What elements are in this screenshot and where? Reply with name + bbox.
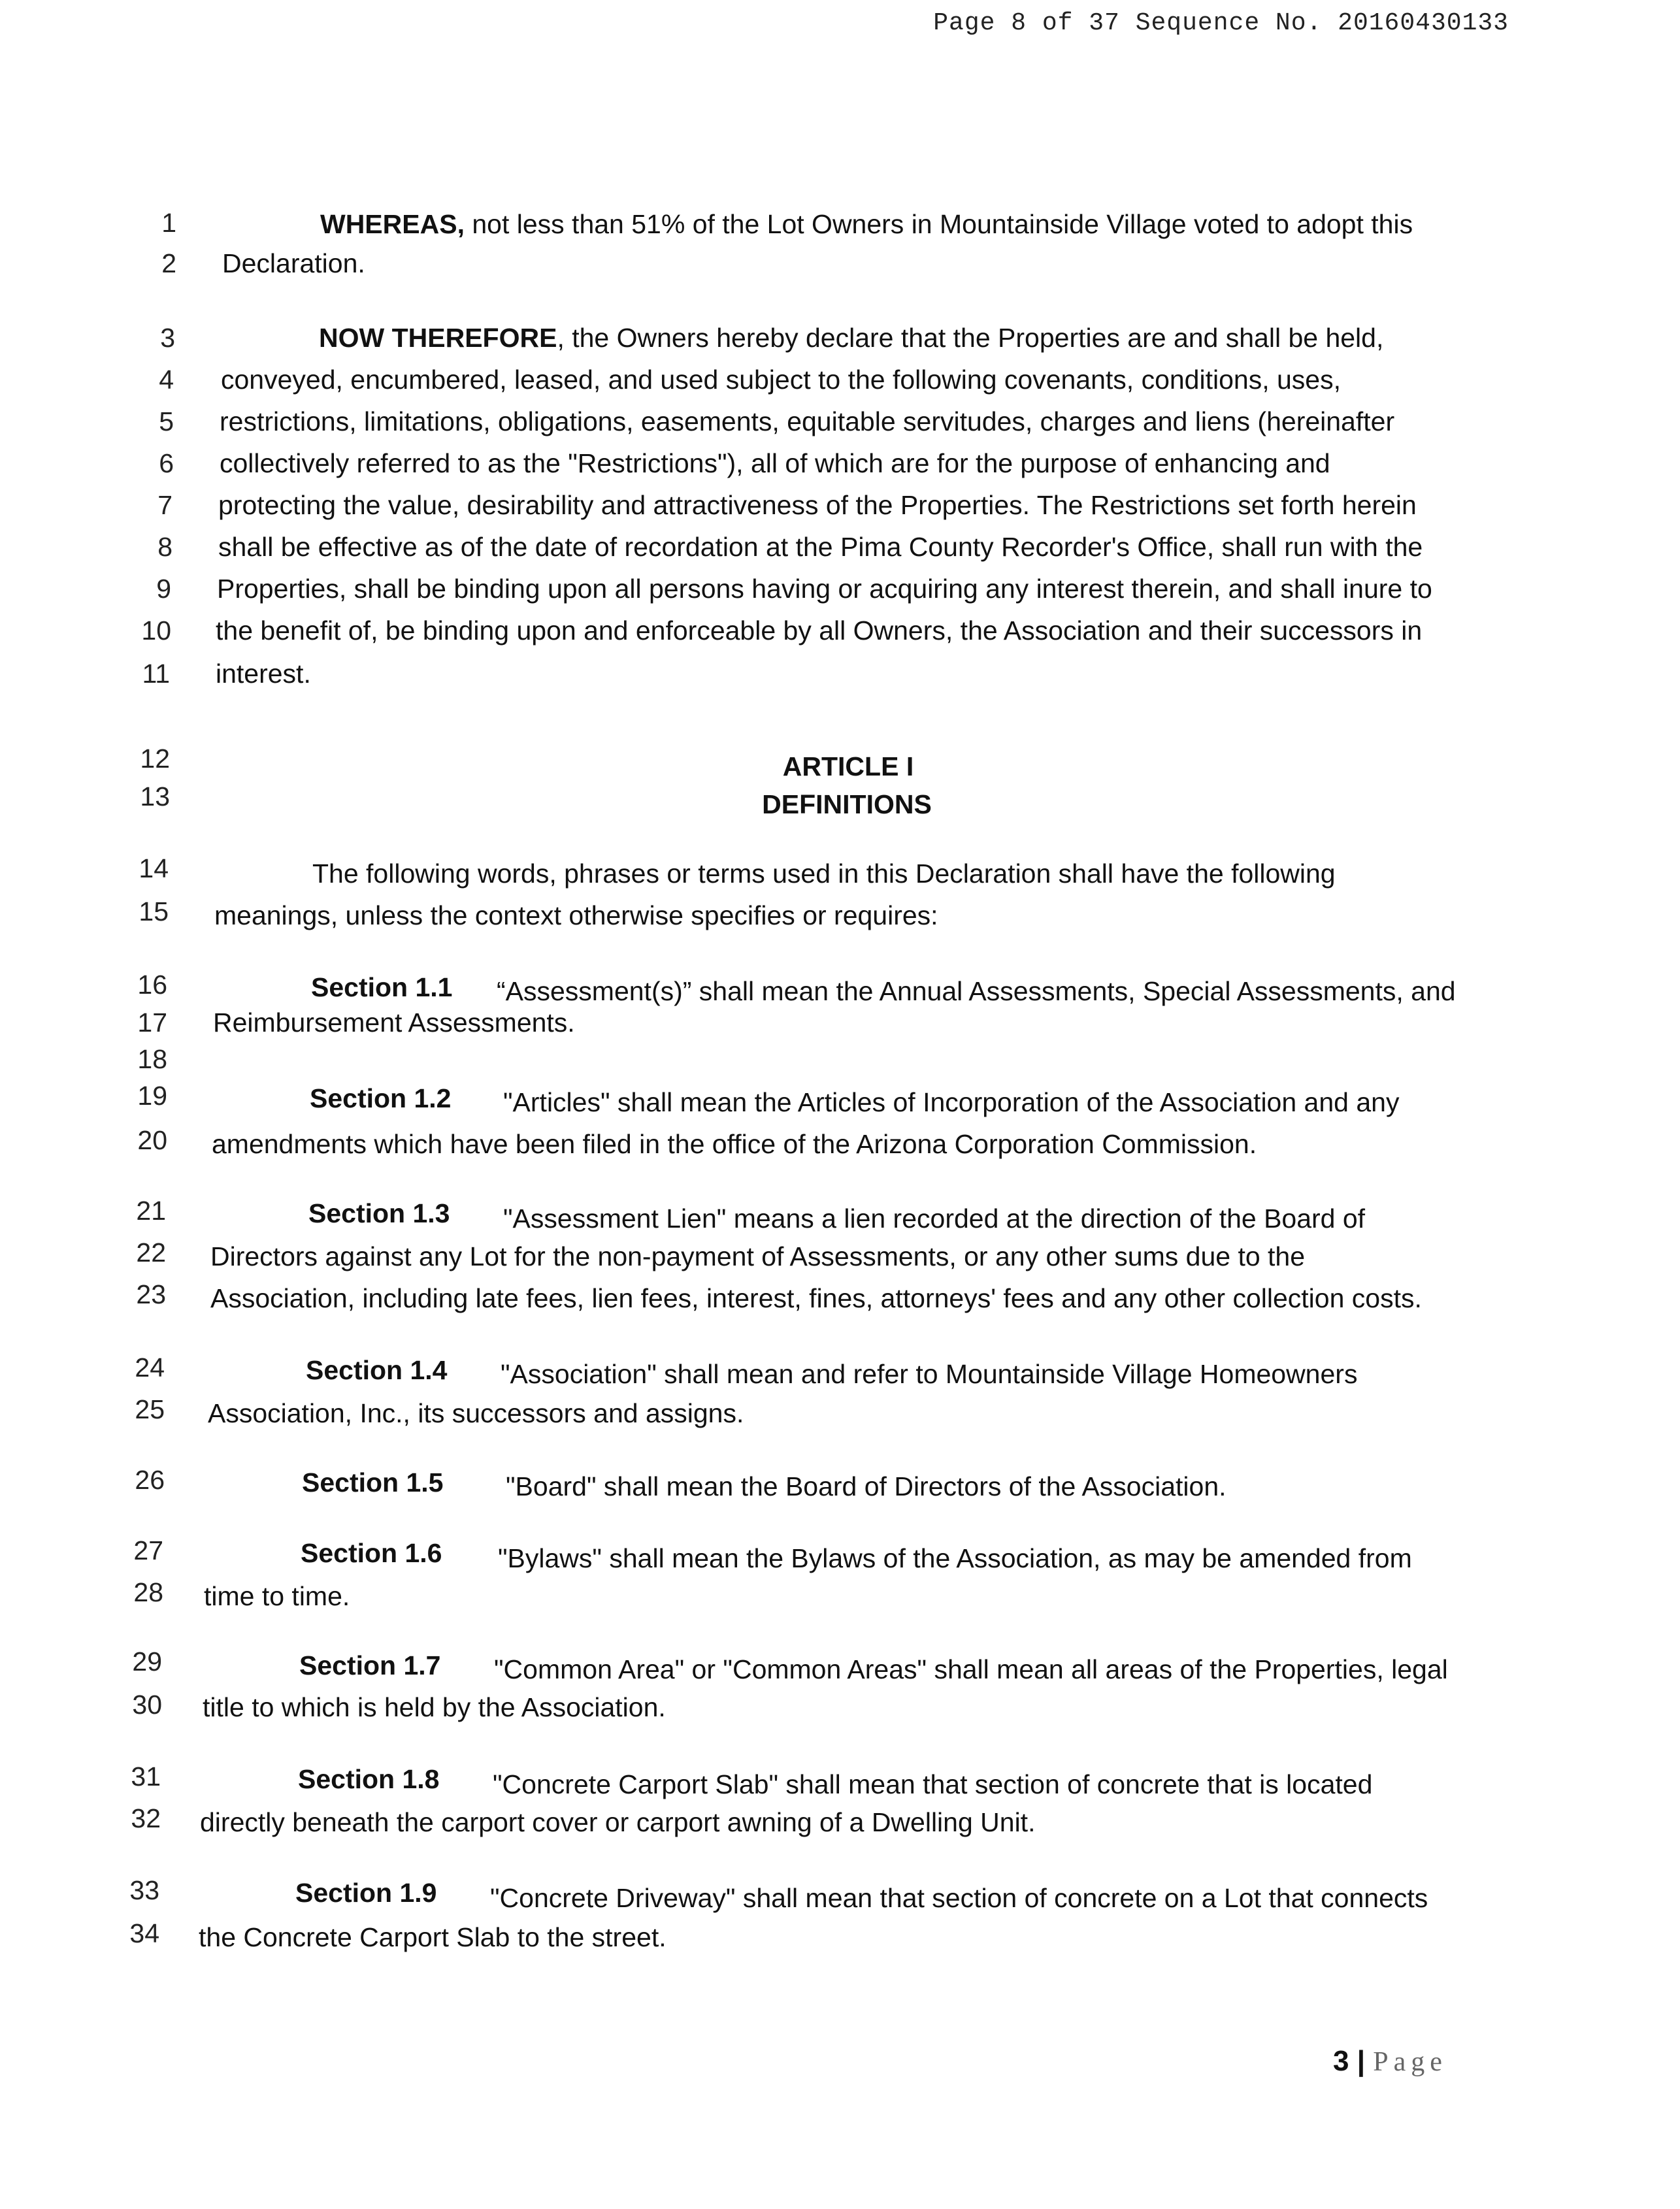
line-text: time to time. [204, 1581, 350, 1611]
page-number: 3 [1333, 2045, 1349, 2077]
document-line [0, 1279, 1680, 1321]
footer-separator: | [1357, 2045, 1366, 2077]
document-line [0, 1125, 1680, 1167]
document-line [0, 970, 1680, 1011]
line-number: 34 [129, 1918, 159, 1948]
document-line [0, 1577, 1680, 1619]
line-number: 29 [132, 1646, 162, 1677]
document-line [0, 781, 1680, 823]
line-text: directly beneath the carport cover or carport awning of a Dwelling Unit. [200, 1807, 1036, 1837]
document-line [0, 448, 1680, 490]
line-text: collectively referred to as the "Restrictions"), all of which are for the purpose of enhancing and [220, 448, 1330, 478]
line-text: "Concrete Carport Slab" shall mean that section of concrete that is located [493, 1769, 1373, 1799]
line-number: 24 [135, 1352, 165, 1383]
line-text: Declaration. [222, 248, 365, 278]
line-number: 28 [133, 1577, 163, 1607]
line-number: 12 [140, 744, 170, 774]
document-line [0, 896, 1680, 938]
line-number: 22 [136, 1237, 166, 1268]
line-text: shall be effective as of the date of recordation at the Pima County Recorder's Office, shall run with the [218, 532, 1423, 562]
line-number: 3 [160, 323, 175, 353]
line-number: 33 [129, 1875, 159, 1905]
line-text: "Common Area" or "Common Areas" shall mean all areas of the Properties, legal [494, 1654, 1448, 1684]
line-number: 27 [133, 1535, 163, 1565]
page-label: Page [1373, 2047, 1447, 2077]
document-line [0, 1044, 1680, 1086]
line-text: Association, including late fees, lien fees, interest, fines, attorneys' fees and any other collection costs. [210, 1283, 1422, 1313]
line-number: 4 [159, 365, 174, 395]
line-number: 20 [137, 1125, 167, 1155]
line-number: 32 [131, 1803, 161, 1833]
line-number: 18 [137, 1044, 167, 1074]
line-number: 10 [141, 615, 171, 646]
line-text: the Concrete Carport Slab to the street. [199, 1922, 667, 1952]
article-title: DEFINITIONS [762, 789, 932, 819]
line-text: not less than 51% of the Lot Owners in Mountainside Village voted to adopt this [464, 209, 1413, 239]
document-line [0, 615, 1680, 657]
line-text: "Bylaws" shall mean the Bylaws of the Association, as may be amended from [498, 1543, 1412, 1573]
line-number: 21 [136, 1196, 166, 1226]
line-number: 9 [156, 574, 171, 604]
document-line [0, 248, 1680, 290]
line-number: 7 [157, 490, 173, 520]
document-line [0, 1646, 1680, 1688]
line-number: 14 [139, 853, 169, 883]
line-text: Reimbursement Assessments. [213, 1007, 575, 1038]
line-number: 5 [159, 406, 174, 436]
line-text: amendments which have been filed in the office of the Arizona Corporation Commission. [212, 1129, 1257, 1159]
line-text: "Assessment Lien" means a lien recorded at the direction of the Board of [503, 1203, 1366, 1234]
section-number: Section 1.4 [306, 1355, 448, 1385]
document-line [0, 1690, 1680, 1731]
line-text: the benefit of, be binding upon and enforceable by all Owners, the Association and their successors in [216, 615, 1423, 646]
document-line [0, 365, 1680, 406]
document-line [0, 1007, 1680, 1049]
line-text: Association, Inc., its successors and assigns. [208, 1398, 744, 1428]
document-line [0, 532, 1680, 574]
line-text: Directors against any Lot for the non-payment of Assessments, or any other sums due to the [210, 1241, 1306, 1271]
line-text: "Association" shall mean and refer to Mountainside Village Homeowners [501, 1359, 1358, 1389]
line-text: The following words, phrases or terms used in this Declaration shall have the following [312, 859, 1336, 889]
line-text: Properties, shall be binding upon all persons having or acquiring any interest therein, and shall inure to [217, 574, 1432, 604]
section-number: Section 1.5 [302, 1467, 444, 1497]
document-line [0, 1918, 1680, 1960]
line-number: 17 [137, 1007, 167, 1038]
page-sequence-header: Page 8 of 37 Sequence No. 20160430133 [933, 9, 1509, 37]
line-text: meanings, unless the context otherwise specifies or requires: [214, 900, 938, 930]
now-therefore-keyword: NOW THEREFORE [319, 323, 557, 353]
document-line [0, 574, 1680, 615]
document-line [0, 1394, 1680, 1436]
document-line [0, 659, 1680, 700]
line-number: 2 [161, 248, 176, 278]
line-text: title to which is held by the Association. [203, 1692, 666, 1722]
page-footer [1333, 2045, 1447, 2078]
section-number: Section 1.6 [301, 1538, 442, 1568]
line-number: 30 [132, 1690, 162, 1720]
line-text: "Board" shall mean the Board of Directors of the Association. [506, 1471, 1227, 1501]
line-number: 26 [135, 1465, 165, 1495]
line-number: 1 [161, 208, 176, 238]
document-line [0, 1535, 1680, 1577]
line-text: "Articles" shall mean the Articles of Incorporation of the Association and any [503, 1087, 1400, 1117]
line-text: , the Owners hereby declare that the Properties are and shall be held, [557, 323, 1384, 353]
line-text: conveyed, encumbered, leased, and used subject to the following covenants, conditions, uses, [221, 365, 1341, 395]
line-number: 8 [157, 532, 173, 562]
document-line [0, 1761, 1680, 1803]
section-number: Section 1.9 [295, 1878, 437, 1908]
section-number: Section 1.1 [311, 972, 453, 1002]
line-number: 13 [140, 781, 170, 811]
section-number: Section 1.8 [298, 1764, 440, 1794]
line-number: 31 [131, 1761, 161, 1792]
line-text: "Concrete Driveway" shall mean that section of concrete on a Lot that connects [490, 1883, 1428, 1913]
line-number: 16 [137, 970, 167, 1000]
line-text: “Assessment(s)” shall mean the Annual Assessments, Special Assessments, and [497, 976, 1456, 1006]
document-line [0, 1465, 1680, 1507]
line-text: protecting the value, desirability and attractiveness of the Properties. The Restrictions set forth herein [218, 490, 1417, 520]
document-line [0, 406, 1680, 448]
line-text: interest. [216, 659, 311, 689]
document-line [0, 1081, 1680, 1122]
document-line [0, 490, 1680, 532]
document-line [0, 1352, 1680, 1394]
whereas-keyword: WHEREAS, [320, 209, 465, 239]
section-number: Section 1.3 [308, 1198, 450, 1228]
document-line [0, 1875, 1680, 1917]
line-number: 6 [159, 448, 174, 478]
document-line [0, 1237, 1680, 1279]
document-line [0, 1803, 1680, 1845]
document-line [0, 208, 1680, 250]
line-number: 19 [137, 1081, 167, 1111]
line-number: 23 [136, 1279, 166, 1309]
document-line [0, 1196, 1680, 1237]
line-number: 11 [142, 659, 170, 689]
section-number: Section 1.7 [299, 1650, 441, 1680]
document-line [0, 744, 1680, 785]
document-line [0, 323, 1680, 365]
line-text: restrictions, limitations, obligations, easements, equitable servitudes, charges and liens (hereinafter [220, 406, 1395, 436]
line-number: 15 [139, 896, 169, 926]
section-number: Section 1.2 [310, 1083, 452, 1113]
document-line [0, 853, 1680, 895]
article-heading: ARTICLE I [782, 751, 914, 781]
line-number: 25 [135, 1394, 165, 1424]
